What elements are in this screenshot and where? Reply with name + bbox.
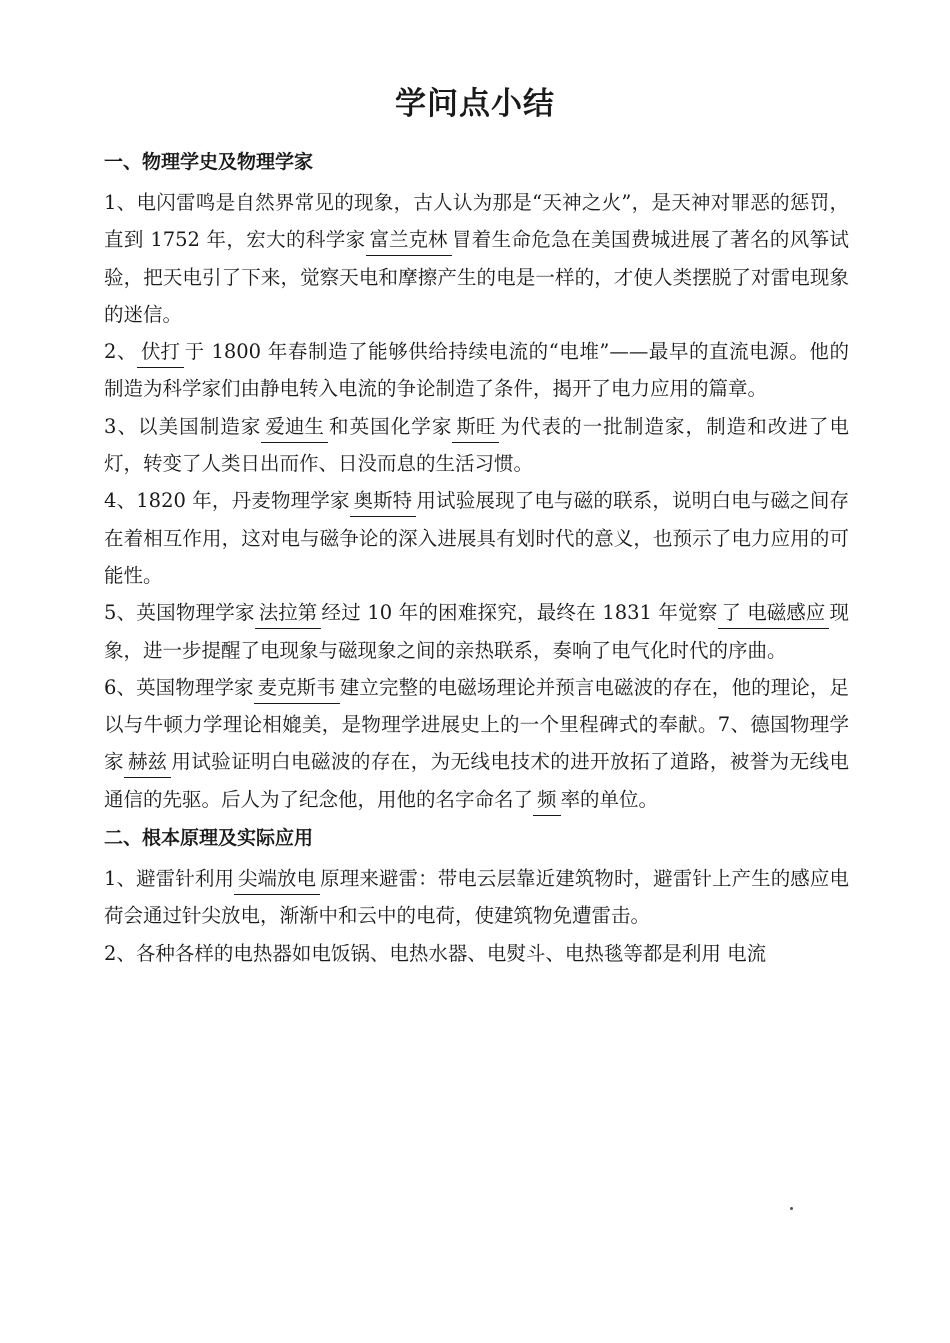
text: 和英国化学家 — [327, 414, 453, 438]
answer-blank: 爱迪生 — [261, 412, 328, 443]
text: 为代表的一批制造家，制造和改进了电灯，转变了人类日出而作、日没而息的生活习惯。 — [104, 414, 849, 476]
answer-blank: 频 — [533, 785, 561, 816]
answer-blank: 了 电磁感应 — [718, 598, 830, 629]
paragraph-2 — [104, 333, 849, 408]
text: 建立完整的电磁场理论并预言电磁波的存在，他的理论，足以与牛顿力学理论相媲美，是物理学进展史上的一个里程碑式的奉献。7、德国物理学家 — [104, 675, 849, 774]
paragraph-3 — [104, 408, 849, 483]
text: 2、 — [104, 340, 138, 364]
text: 用试验证明白电磁波的存在，为无线电技术的进开放拓了道路，被誉为无线电通信的先驱。后人为了纪念他，用他的名字命名了 — [104, 750, 849, 811]
text: 原理来避雷：带电云层靠近建筑物时，避雷针上产生的感应电荷会通过针尖放电，渐渐中和云中的电荷，使建筑物免遭雷击。 — [104, 867, 849, 928]
text: 1、电闪雷鸣是自然界常见的现象，古人认为那是“天神之火”，是天神对罪恶的惩罚，直到 1752 年，宏大的科学家 — [104, 191, 849, 252]
text: 4、1820 年，丹麦物理学家 — [104, 489, 350, 513]
paragraph-7 — [104, 860, 849, 935]
text: 电流 — [727, 941, 767, 965]
text: 冒着生命危急在美国费城进展了著名的风筝试验，把天电引了下来，觉察天电和摩擦产生的电是一样的，才使人类摆脱了对雷电现象的迷信。 — [104, 228, 849, 326]
answer-blank: 麦克斯韦 — [254, 673, 340, 704]
paragraph-6 — [104, 669, 849, 818]
text: 5、英国物理学家 — [104, 601, 255, 625]
section-heading-principles: 二、根本原理及实际应用 — [104, 827, 314, 850]
text: 用试验展现了电与磁的联系，说明白电与磁之间存在着相互作用，这对电与磁争论的深入进展具有划时代的意义，也预示了电力应用的可能性。 — [104, 489, 849, 587]
paragraph-1 — [104, 184, 849, 333]
text: 经过 10 年的困难探究，最终在 1831 年觉察 — [321, 601, 718, 625]
page-dot-mark — [790, 1207, 793, 1210]
text: 3、以美国制造家 — [104, 414, 262, 438]
answer-blank: 奥斯特 — [350, 486, 417, 517]
text: 现象，进一步提醒了电现象与磁现象之间的亲热联系，奏响了电气化时代的序曲。 — [104, 601, 849, 662]
document-body — [104, 142, 849, 972]
paragraph-4 — [104, 482, 849, 594]
answer-blank: 伏打 — [137, 337, 184, 368]
text: 1、避雷针利用 — [104, 867, 235, 891]
page-title: 学问点小结 — [395, 86, 555, 122]
answer-blank: 尖端放电 — [234, 864, 320, 895]
answer-blank: 斯旺 — [452, 412, 499, 443]
text: 2、各种各样的电热器如电饭锅、电热水器、电熨斗、电热毯等都是利用 — [104, 941, 721, 965]
text: 于 1800 年春制造了能够供给持续电流的“电堆”——最早的直流电源。他的制造为科学家们由静电转入电流的争论制造了条件，揭开了电力应用的篇章。 — [104, 340, 849, 401]
text: 率的单位。 — [560, 787, 659, 811]
paragraph-8 — [104, 935, 849, 972]
text: 6、英国物理学家 — [104, 675, 254, 699]
answer-blank: 赫兹 — [124, 747, 171, 778]
answer-blank: 富兰克林 — [366, 225, 452, 256]
section-heading-history: 一、物理学史及物理学家 — [104, 151, 314, 173]
answer-blank: 法拉第 — [255, 598, 322, 629]
paragraph-5 — [104, 594, 849, 669]
